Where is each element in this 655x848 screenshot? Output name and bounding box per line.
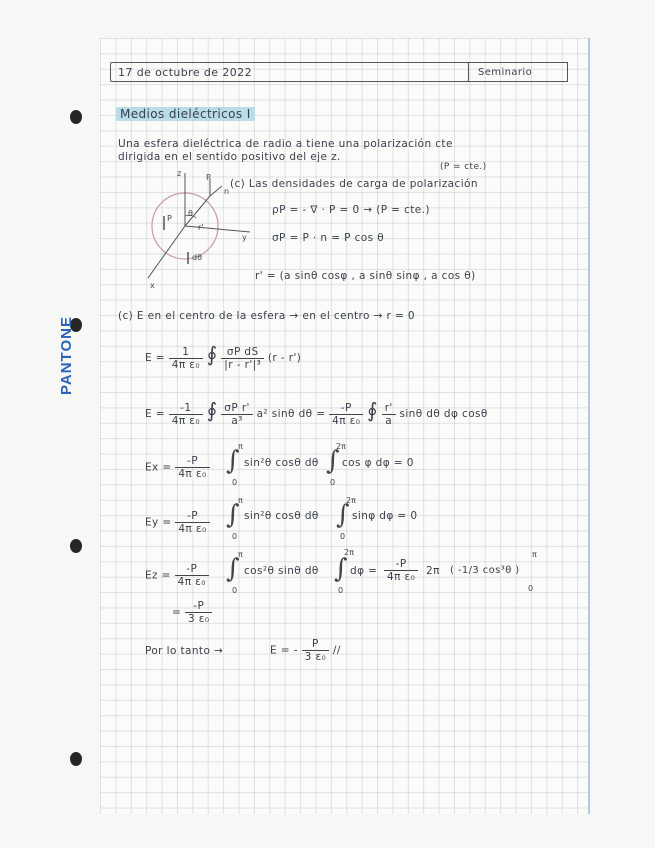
binder-hole: [70, 752, 82, 766]
limit-upper: π: [238, 496, 243, 505]
sigma-p-equation: σP = P · n = P cos θ: [272, 232, 385, 244]
limit-lower: 0: [528, 584, 534, 593]
limit-lower: 0: [232, 478, 238, 487]
limit-lower: 0: [232, 532, 238, 541]
diagram-label-x: x: [150, 281, 155, 290]
diagram-label-z: z: [177, 169, 182, 178]
problem-note: (P = cte.): [440, 162, 487, 172]
equation-ex: Ex = $\frac{-P}{\text{4π ε₀}}$: [145, 455, 210, 480]
limit-upper: π: [532, 550, 537, 559]
binder-hole: [70, 539, 82, 553]
problem-line-2: dirigida en el sentido positivo del eje z.: [118, 151, 341, 163]
ez-bracket: ( -1/3 cos³θ ): [450, 565, 520, 576]
integral-sign: ∫: [334, 554, 348, 584]
limit-upper: 2π: [346, 496, 356, 505]
limit-lower: 0: [330, 478, 336, 487]
integral-sign: ∫: [226, 554, 240, 584]
integral-sign: ∫: [336, 500, 350, 530]
rho-p-equation: ρP = - ∇ · P = 0 → (P = cte.): [272, 204, 430, 216]
ex-integral-2: cos φ dφ = 0: [342, 457, 414, 469]
integral-sign: ∫: [326, 446, 340, 476]
ez-result: = $\frac{-P}{\text{3 ε₀}}$: [172, 600, 212, 625]
r-prime-equation: r' = (a sinθ cosφ , a sinθ sinφ , a cos θ): [255, 270, 476, 282]
equation-ey: Ey = $\frac{-P}{\text{4π ε₀}}$: [145, 510, 210, 535]
diagram-label-theta: θ: [188, 209, 193, 218]
section-text: Seminario: [478, 67, 533, 78]
diagram-label-p: P: [206, 173, 211, 182]
diagram-label-y: y: [242, 233, 247, 242]
ex-integral-1: sin²θ cosθ dθ: [244, 457, 319, 469]
ez-integral-1: cos²θ sinθ dθ: [244, 565, 319, 577]
ey-integral-2: sinφ dφ = 0: [352, 510, 418, 522]
limit-lower: 0: [340, 532, 346, 541]
part-d-heading: (c) E en el centro de la esfera → en el centro → r = 0: [118, 310, 415, 322]
equation-e-general: E = $\frac{1}{\text{4π ε₀}}$ ∮ $\frac{\text{σP dS}}{\text{|r - r'|³}}$ (r - r'): [145, 342, 302, 371]
page-title: Medios dieléctricos I: [116, 107, 255, 121]
diagram-label-n: n: [224, 187, 230, 196]
limit-upper: π: [238, 550, 243, 559]
equation-e-expanded: E = $\frac{-1}{\text{4π ε₀}}$ ∮ $\frac{\text{σP r'}}{\text{a³}}$ a² sinθ dθ = $\frac{-P}{\text{4π ε₀}}$ ∮ $\frac{r'}{a}$ sinθ dθ dφ cosθ: [145, 398, 488, 427]
diagram-label-r: r': [198, 223, 204, 232]
date-text: 17 de octubre de 2022: [118, 66, 252, 79]
integral-sign: ∫: [226, 446, 240, 476]
binder-hole: [70, 110, 82, 124]
ey-integral-1: sin²θ cosθ dθ: [244, 510, 319, 522]
limit-upper: 2π: [336, 442, 346, 451]
equation-ez: Ez = $\frac{-P}{\text{4π ε₀}}$: [145, 563, 209, 588]
integral-sign: ∫: [226, 500, 240, 530]
diagram-label-dp: P: [167, 214, 172, 223]
part-c-heading: (c) Las densidades de carga de polarización: [230, 178, 478, 190]
limit-upper: 2π: [344, 548, 354, 557]
ez-factor: 2π: [426, 565, 440, 577]
problem-line-1: Una esfera dieléctrica de radio a tiene una polarización cte: [118, 138, 453, 150]
ez-integral-2: dφ =: [350, 565, 378, 577]
diagram-label-dtheta: dθ: [192, 253, 202, 262]
limit-lower: 0: [232, 586, 238, 595]
conclusion-text: Por lo tanto →: [145, 645, 224, 657]
conclusion-equation: E = - $\frac{P}{\text{3 ε₀}}$ //: [270, 638, 341, 663]
ez-coefficient: $\frac{-P}{\text{4π ε₀}}$: [384, 558, 418, 583]
limit-upper: π: [238, 442, 243, 451]
brand-logo: PANTONE: [58, 316, 75, 395]
limit-lower: 0: [338, 586, 344, 595]
